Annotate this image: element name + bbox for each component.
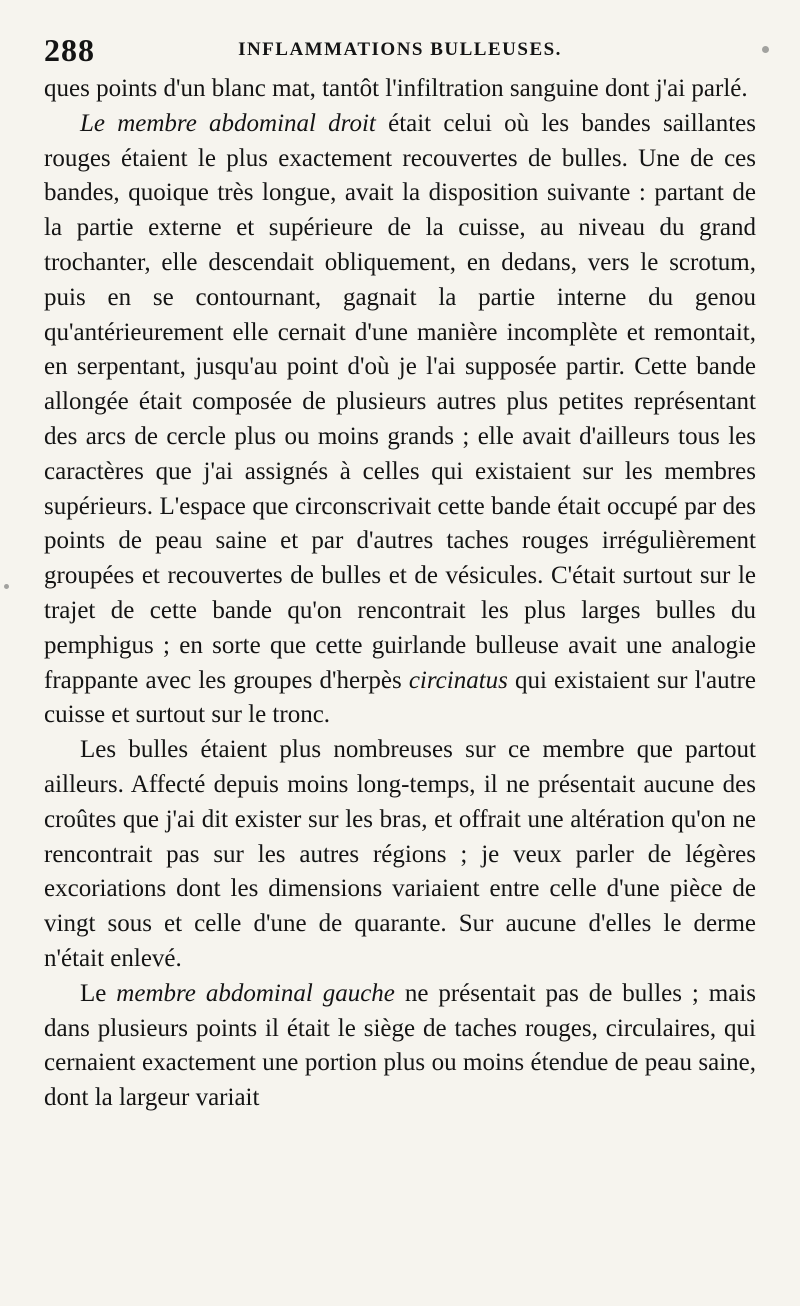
page-number: 288 xyxy=(44,32,95,68)
emphasis-circinatus: circinatus xyxy=(408,666,508,694)
running-head xyxy=(44,32,756,72)
paragraph-1-text: ques points d'un blanc mat, tantôt l'infiltration sanguine dont j'ai parlé. xyxy=(44,75,748,102)
paragraph-2-text-a: était celui où les bandes saillantes rouges étaient le plus exactement recouvertes de bulles. Une de ces bandes, quoique très longue, avait la disposition suivante : partant de la partie externe et supérieure de la cuisse, au niveau du grand trochanter, elle descendait obliquement, en dedans, vers le scrotum, puis en se contournant, gagnait la partie interne du genou qu'antérieurement elle cernait d'une manière incomplète et remontait, en serpentant, jusqu'au point d'où je l'ai supposée partir. Cette bande allongée était composée de plusieurs autres plus petites représentant des arcs de cercle plus ou moins grands ; elle avait d'ailleurs tous les caractères que j'ai assignés à celles qui existaient sur les membres supérieurs. L'espace que circonscrivait cette bande était occupé par des points de peau saine et par d'autres taches rouges irrégulièrement groupées et recouvertes de bulles et de vésicules. C'était surtout sur le trajet de cette bande qu'on rencontrait les plus larges bulles du pemphigus ; en sorte que cette guirlande bulleuse avait une analogie frappante avec les groupes d'herpès xyxy=(44,109,756,694)
paragraph-2-text-b: qui existaient sur l'autre cuisse et surtout sur le tronc. xyxy=(44,666,756,729)
paragraph-4-text-a: Le xyxy=(80,979,117,1007)
emphasis-membre-abdominal-gauche: membre abdominal gauche xyxy=(116,979,395,1007)
paragraph-4-text-b: ne présentait pas de bulles ; mais dans plusieurs points il était le siège de taches rouges, circulaires, qui cernaient exactement une portion plus ou moins étendue de peau saine, dont la largeur variait xyxy=(44,979,756,1112)
emphasis-membre-abdominal-droit: Le membre abdominal droit xyxy=(80,109,376,137)
paragraph-right-leg xyxy=(44,107,756,733)
ink-smudge xyxy=(762,46,769,53)
paragraph-3-text: Les bulles étaient plus nombreuses sur ce membre que partout ailleurs. Affecté depuis moins long-temps, il ne présentait aucune des croûtes que j'ai dit exister sur les bras, et offrait une altération qu'on ne rencontrait pas sur les autres régions ; je veux parler de légères excoriations dont les dimensions variaient entre celle d'une pièce de vingt sous et celle d'une de quarante. Sur aucune d'elles le derme n'était enlevé. xyxy=(44,736,756,972)
paragraph-continuation xyxy=(44,72,756,107)
paragraph-bulles xyxy=(44,733,756,977)
ink-smudge xyxy=(4,584,9,589)
paragraph-left-leg xyxy=(44,977,756,1116)
body-text xyxy=(44,72,756,1116)
running-title: INFLAMMATIONS BULLEUSES. xyxy=(238,39,562,60)
